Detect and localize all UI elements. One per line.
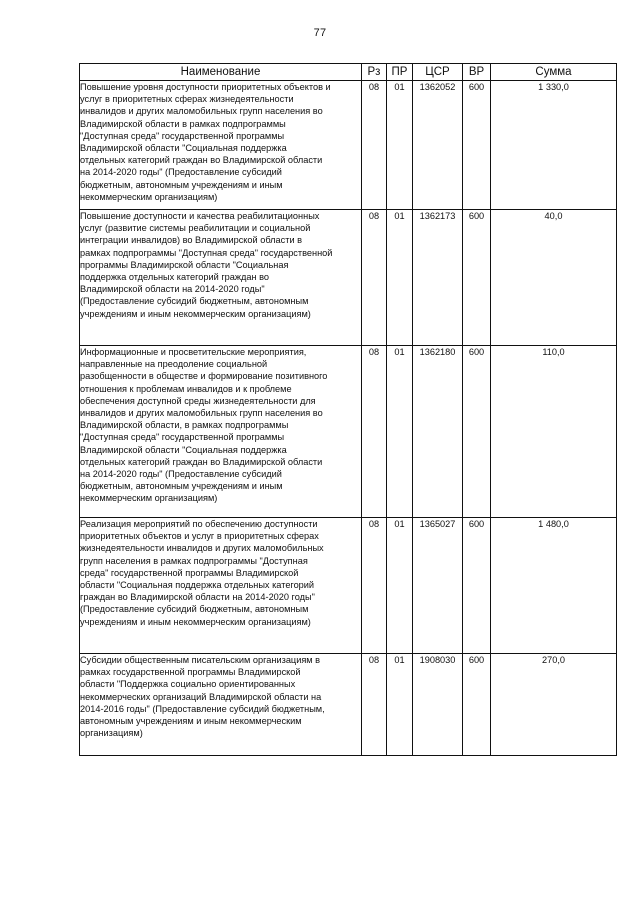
row-pr: 01: [387, 346, 413, 518]
row-rz: 08: [362, 654, 387, 756]
table-row: [80, 81, 617, 210]
row-sum: 40,0: [491, 210, 617, 346]
header-vr: ВР: [463, 64, 491, 81]
row-rz: 08: [362, 518, 387, 654]
table-header-row: [80, 64, 617, 81]
budget-table: [79, 63, 617, 756]
row-name-cell: [80, 81, 362, 210]
header-name: Наименование: [80, 64, 362, 81]
row-sum: 270,0: [491, 654, 617, 756]
row-csr: 1362180: [413, 346, 463, 518]
row-name-cell: [80, 346, 362, 518]
row-csr: 1362052: [413, 81, 463, 210]
header-pr: ПР: [387, 64, 413, 81]
row-pr: 01: [387, 654, 413, 756]
row-name: Реализация мероприятий по обеспечению доступности приоритетных объектов и услуг в приоритетных сферах жизнедеятельности инвалидов и других маломобильных групп населения в рамках подпрограммы "Доступная среда" государственной программы Владимирской области "Социальная поддержка отдельных категорий граждан во Владимирской области на 2014-2020 годы" (Предоставление субсидий бюджетным, автономным учреждениям и иным некоммерческим организациям): [80, 519, 324, 627]
row-name-cell: [80, 210, 362, 346]
header-sum: Сумма: [491, 64, 617, 81]
row-csr: 1362173: [413, 210, 463, 346]
row-csr: 1908030: [413, 654, 463, 756]
row-vr: 600: [463, 346, 491, 518]
row-name: Субсидии общественным писательским организациям в рамках государственной программы Владимирской области "Поддержка социально ориентированных некоммерческих организаций Владимирской области на 2014-2016 годы" (Предоставление субсидий бюджетным, автономным учреждениям и иным некоммерческим организациям): [80, 655, 325, 739]
row-name: Информационные и просветительские мероприятия, направленные на преодоление социальной разобщенности в обществе и формирование позитивного отношения к проблемам инвалидов и к проблеме обеспечения доступной среды жизнедеятельности для инвалидов и других маломобильных групп населения во Владимирской области, в рамках подпрограммы "Доступная среда" государственной программы Владимирской области "Социальная поддержка отдельных категорий граждан во Владимирской области на 2014-2020 годы" (Предоставление субсидий бюджетным, автономным учреждениям и иным некоммерческим организациям): [80, 347, 328, 504]
header-csr: ЦСР: [413, 64, 463, 81]
row-sum: 1 330,0: [491, 81, 617, 210]
row-pr: 01: [387, 81, 413, 210]
row-pr: 01: [387, 518, 413, 654]
row-name-cell: [80, 654, 362, 756]
page-number: 77: [313, 27, 327, 39]
row-vr: 600: [463, 210, 491, 346]
table-row: [80, 518, 617, 654]
row-vr: 600: [463, 81, 491, 210]
row-csr: 1365027: [413, 518, 463, 654]
row-rz: 08: [362, 81, 387, 210]
row-sum: 110,0: [491, 346, 617, 518]
row-rz: 08: [362, 210, 387, 346]
table-row: [80, 346, 617, 518]
row-name-cell: [80, 518, 362, 654]
row-sum: 1 480,0: [491, 518, 617, 654]
row-name: Повышение доступности и качества реабилитационных услуг (развитие системы реабилитации и социальной интеграции инвалидов) во Владимирской области в рамках подпрограммы "Доступная среда" государственной программы Владимирской области "Социальная поддержка отдельных категорий граждан во Владимирской области на 2014-2020 годы" (Предоставление субсидий бюджетным, автономным учреждениям и иным некоммерческим организациям): [80, 211, 333, 319]
row-vr: 600: [463, 518, 491, 654]
table-row: [80, 210, 617, 346]
row-pr: 01: [387, 210, 413, 346]
row-rz: 08: [362, 346, 387, 518]
row-vr: 600: [463, 654, 491, 756]
table-row: [80, 654, 617, 756]
row-name: Повышение уровня доступности приоритетных объектов и услуг в приоритетных сферах жизнедеятельности инвалидов и других маломобильных групп населения во Владимирской области в рамках подпрограммы "Доступная среда" государственной программы Владимирской области "Социальная поддержка отдельных категорий граждан во Владимирской области на 2014-2020 годы" (Предоставление субсидий бюджетным, автономным учреждениям и иным некоммерческим организациям): [80, 82, 331, 202]
header-rz: Рз: [362, 64, 387, 81]
